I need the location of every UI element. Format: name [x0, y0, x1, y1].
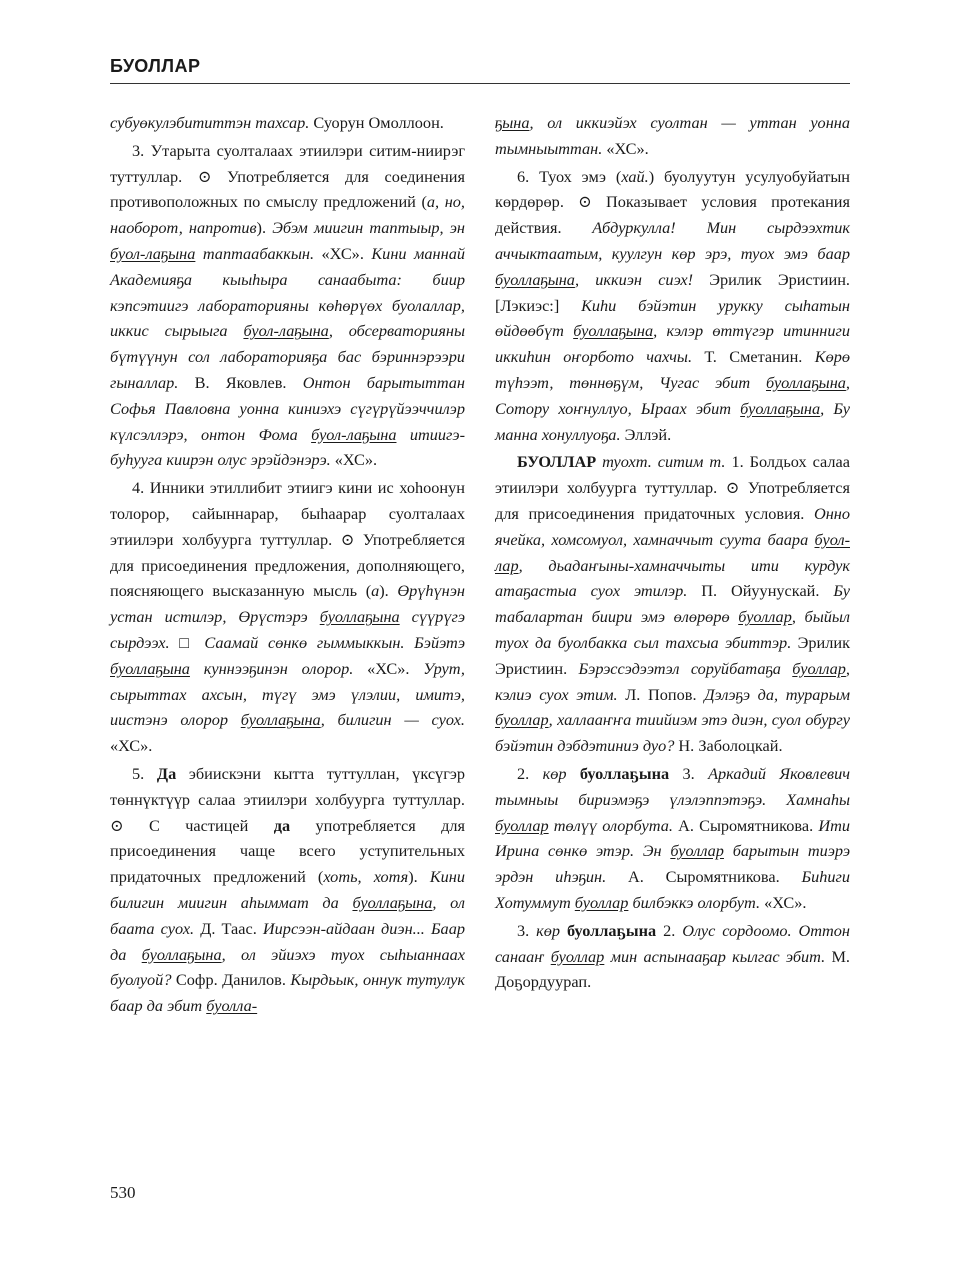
example-text: Урут, сырыттах ахсын, түгү эмэ үлэлии, имитэ, иистэнэ олорор [110, 658, 465, 730]
headword: да [273, 815, 291, 835]
definition-text: П. Ойуунускай. [687, 581, 834, 601]
example-text [241, 710, 321, 729]
definition-text: 6. Туох эмэ ( [517, 166, 622, 186]
highlighted-form: буол-лаҕына [243, 321, 329, 341]
example-text: Онно ячейка, хомсомуол, хамначчыт суута баара [495, 503, 850, 549]
highlighted-form: буоллаҕына [740, 398, 821, 418]
highlighted-form: буол-лаҕына [110, 243, 196, 263]
highlighted-form: буоллаҕына [765, 372, 846, 392]
example-text: Саамай сөнкө гыммыккын. Бэйэтэ [204, 632, 465, 652]
example-text: хоть, хотя [323, 867, 409, 887]
definition-text: В. Яковлев. [178, 372, 303, 392]
highlighted-form: буоллар [738, 607, 792, 627]
highlighted-form: буоллаҕына [141, 944, 222, 964]
example-text: , кэлэр өттүгэр итинниги иккиһин оҥорбото чахчы. [495, 321, 850, 367]
example-text: Биһиги Хотуммут [495, 867, 851, 912]
example-text: а [371, 581, 380, 601]
example-text [495, 710, 549, 729]
example-text: , быйыл туох да буолбакка сыл тахсыа эбиттэр. [495, 607, 850, 652]
definition-text: □ [169, 632, 205, 652]
definition-text: «ХС». [330, 450, 378, 470]
highlighted-form: буол-лар [495, 529, 850, 575]
definition-text: 2. [656, 920, 683, 940]
definition-text [560, 921, 567, 940]
example-text: туохт. ситим т. [596, 452, 726, 472]
example-text [792, 659, 846, 678]
example-text: , дьадаҥыны-хамначчыты ити курдук атаҕастыа суох этилэр. [495, 555, 850, 601]
page-number: 530 [110, 1183, 136, 1202]
definition-text: Эллэй. [620, 424, 672, 444]
example-text: хай. [621, 166, 649, 186]
definition-text: употребляется для присоединения чаще всего уступительных придаточных предложений ( [110, 815, 465, 887]
definition-text: 1. Болдьох салаа этиилэри холбуурга туттуллар. ⊙ Употребляется для присоединения придаточных условия. [495, 452, 851, 523]
definition-text: 2. [517, 763, 543, 783]
example-text: сүүрүгэ сырдээх. [110, 607, 465, 652]
example-text: Киһи бэйэтин урукку сыһатын өйдөөбүт [495, 295, 850, 341]
left-column [110, 110, 465, 1019]
running-head: БУОЛЛАР [110, 56, 850, 84]
example-text [243, 321, 328, 340]
definition-text: 3. Утарыта суолталаах этиилэри ситим-ниирэг туттуллар. ⊙ Употребляется для соединения противоположных по смыслу предложений ( [110, 140, 465, 212]
example-text [495, 816, 549, 835]
definition-text: 4. Инники этиллибит этиигэ кини ис хоһоонун толорор, сайыннарар, быһаарар суолталаах этиилэри холбуурга туттуллар. ⊙ Употребляется для присоединения предложения, дополняющего, поясняющего высказанную мысль ( [110, 478, 465, 601]
headword: буоллаҕына [579, 763, 670, 783]
example-text: билбэккэ олорбут. [628, 892, 761, 912]
dictionary-paragraph [495, 449, 850, 759]
example-text [740, 399, 820, 418]
definition-text: ). [408, 867, 430, 887]
example-text [573, 321, 653, 340]
example-text [766, 373, 846, 392]
highlighted-form: буоллар [495, 710, 549, 730]
highlighted-form: буоллар [550, 946, 605, 966]
example-text: Дэлэҕэ да, турарым [704, 684, 850, 704]
example-text [110, 244, 195, 263]
example-text: Кырдьык, оннук тутулук баар да эбит [110, 970, 465, 1016]
dictionary-paragraph [495, 918, 850, 995]
definition-text: А. Сыромятникова. [606, 867, 802, 887]
definition-text: Софр. Данилов. [171, 970, 291, 990]
example-text: , ол баата суох. [110, 892, 465, 938]
example-text: Бу табалартан биири эмэ өлөрөрө [495, 581, 851, 627]
highlighted-form: буоллаҕына [240, 710, 321, 730]
definition-text: Л. Попов. [617, 684, 705, 704]
headword: буоллаҕына [566, 920, 657, 940]
definition-text: Н. Заболоцкай. [674, 736, 783, 756]
example-text [551, 947, 605, 966]
example-text [311, 425, 396, 444]
example-text: Эбэм миигин таптыыр, эн [272, 218, 466, 238]
example-text: таптаабаккын. [195, 243, 315, 263]
example-text [110, 659, 190, 678]
dictionary-paragraph [495, 164, 850, 448]
highlighted-form: буоллаҕына [352, 892, 433, 912]
example-text: Абдуркулла! Мин сырдээхтик аччыктаатым, куулгун көр эрэ, туох эмэ баар [495, 218, 850, 263]
example-text: Иирсээн-айдаан диэн... Баар да [110, 918, 465, 964]
right-column [495, 110, 850, 995]
example-text: , кэлиэ суох этим. [495, 658, 850, 704]
example-text: Аркадий Яковлевич тымныы бириэмэҕэ үлэлэппэтэҕэ. Хамнаһы [495, 763, 851, 809]
example-text: , ол эйиэхэ туох сыһыаннаах буолуой? [110, 944, 466, 990]
example-text: , иккиэн сиэх! [574, 269, 694, 289]
example-text: барытын тиэрэ эрдэн иһэҕин. [495, 841, 850, 887]
example-text: Кини маннай Академияҕа кыыһыра санаабыта: биир кэпсэтиигэ лабораторияны көһөрүөх буолаллар, иккис сырыыга [110, 243, 465, 341]
dictionary-paragraph [110, 138, 465, 473]
definition-text: ) буолуутун усулуобуйатын көрдөрөр. ⊙ Показывает условия протекания действия. [495, 166, 850, 238]
example-text: Өрүһүнэн устан истилэр, Өрүстэрэ [110, 581, 465, 627]
example-text: итиигэ-буһууга киирэн олус эрэйдэнэрэ. [110, 424, 466, 470]
highlighted-form: буоллар [670, 841, 724, 861]
example-text [738, 607, 792, 626]
definition-text: 5. [132, 763, 157, 783]
dictionary-paragraph [110, 761, 465, 1019]
highlighted-form: буол-лаҕына [311, 424, 397, 444]
example-text [495, 270, 575, 289]
example-text: субуөкулэбититтэн тахсар. [110, 113, 310, 132]
definition-text: М. Доҕордуурап. [495, 946, 850, 992]
definition-text: Эрилик Эристиин. [495, 632, 850, 678]
example-text [670, 841, 724, 860]
example-text: Олус сордоомо. Оттон санааҥ [495, 920, 850, 966]
definition-text: А. Сыромятникова. [672, 815, 819, 835]
headword: Да [156, 763, 177, 783]
example-text: төлүү олорбута. [548, 815, 673, 835]
headword: БУОЛЛАР [517, 452, 597, 472]
dictionary-paragraph [495, 761, 850, 916]
example-text: , Сотору хоҥнуллуо, Ыраах эбит [495, 372, 850, 418]
example-text: Бэрэссэдээтэл соруйбатаҕа [578, 658, 793, 678]
highlighted-form: буолла- [206, 996, 258, 1016]
definition-text: «ХС». [314, 243, 372, 263]
definition-text: Эрилик Эристиин. [Лэкиэс:] [495, 269, 850, 315]
definition-text: «ХС». [353, 658, 424, 678]
example-text: , Бу манна хонуллуоҕа. [495, 398, 850, 444]
definition-text: Суорун Омоллоон. [309, 113, 444, 132]
highlighted-form: буоллар [574, 892, 629, 912]
definition-text: Д. Таас. [194, 918, 263, 938]
dictionary-paragraph [495, 110, 850, 162]
example-text: көр [536, 920, 561, 940]
example-text: , обсерваторияны бүтүүнун сол лабораторияҕа бас бэриннэрээри гыналлар. [110, 321, 465, 392]
example-text: Онтон барытыттан Софья Павловна уонна киниэхэ сүгүрүйээччилэр күлсэллэрэ, онтон Фома [110, 372, 465, 444]
definition-text [567, 764, 580, 783]
example-text [320, 607, 400, 626]
example-text: мин аспынааҕар кылгас эбит. [604, 946, 826, 966]
definition-text: «ХС». [110, 736, 153, 756]
example-text: , билигин — суох. [320, 710, 466, 730]
definition-text: «ХС». [760, 892, 807, 912]
example-text [575, 893, 629, 912]
example-text: Ити Ирина сөнкө этэр. Эн [495, 815, 850, 861]
example-text: а, но, наоборот, напротив [110, 192, 465, 238]
example-text: Көрө түһээт, төннөҕүм, Чугас эбит [495, 347, 850, 392]
example-text [206, 996, 257, 1015]
definition-text: ). [256, 218, 273, 238]
definition-text: Т. Сметанин. [692, 347, 815, 367]
highlighted-form: буоллаҕына [319, 607, 400, 627]
example-text: , ол иккиэйэх суолтан — уттан уонна тымныыттан. [495, 113, 850, 158]
definition-text: 3. [517, 920, 537, 940]
highlighted-form: буоллар [792, 658, 846, 678]
definition-text: «ХС». [602, 138, 649, 158]
example-text: куннээҕинэн олорор. [189, 658, 354, 678]
definition-text: эбиискэни кытта туттуллан, үксүгэр төннүктүүр салаа этиилэри холбуурга туттуллар. ⊙ С частицей [110, 763, 465, 835]
example-text [352, 893, 432, 912]
example-text: , халлааҥҥа тиийиэм этэ диэн, суол обургу бэйэтин дэбдэтиниэ дуо? [495, 710, 850, 756]
highlighted-form: буоллар [495, 815, 549, 835]
example-text: Кини билигин миигин аһыммат да [110, 867, 465, 912]
highlighted-form: буоллаҕына [495, 269, 575, 289]
example-text [495, 113, 529, 132]
highlighted-form: буоллаҕына [573, 321, 654, 341]
example-text [142, 945, 222, 964]
definition-text: 3. [669, 763, 709, 783]
highlighted-form: буоллаҕына [110, 658, 190, 678]
example-text: көр [542, 763, 567, 783]
dictionary-paragraph [110, 110, 465, 136]
definition-text: ). [379, 581, 398, 601]
highlighted-form: ҕына [495, 113, 530, 132]
dictionary-paragraph [110, 475, 465, 759]
